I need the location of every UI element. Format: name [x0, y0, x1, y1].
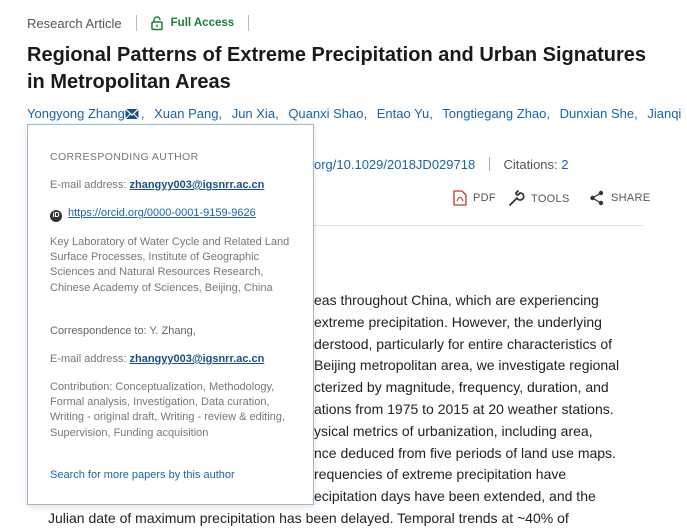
- author-link[interactable]: Xuan Pang,: [154, 106, 223, 121]
- abstract-line: derstood, particularly for entire characteristics of: [314, 335, 613, 352]
- citations-count[interactable]: 2: [561, 157, 569, 172]
- tools-divider: [314, 225, 644, 226]
- doi-citation-line: [314, 157, 569, 172]
- wrench-icon: [507, 190, 525, 208]
- access-badge: Full Access: [170, 17, 235, 29]
- author-list: [27, 106, 682, 124]
- article-type: Research Article: [27, 15, 122, 31]
- abstract-line: ecipitation days have been extended, and the: [314, 488, 596, 505]
- abstract-line: Julian date of maximum precipitation has been delayed. Temporal trends at ~40% of: [48, 509, 569, 526]
- author-link[interactable]: Entao Yu,: [376, 106, 433, 121]
- abstract-line: eas throughout China, which are experiencing: [314, 292, 599, 308]
- email-link-2[interactable]: zhangyy003@igsnrr.ac.cn: [129, 353, 265, 365]
- divider: [136, 15, 137, 31]
- orcid-row: [50, 207, 256, 222]
- email-label: E-mail address:: [50, 353, 127, 365]
- abstract-line: ysical metrics of urbanization, including area,: [314, 422, 593, 439]
- article-title: Regional Patterns of Extreme Precipitation and Urban Signatures in Metropolitan Areas: [27, 44, 647, 93]
- email-row: [50, 179, 264, 191]
- mail-icon[interactable]: [125, 108, 139, 120]
- pdf-label: PDF: [473, 192, 496, 204]
- share-button[interactable]: [589, 190, 650, 206]
- author-info-popup: [27, 124, 314, 505]
- orcid-link[interactable]: https://orcid.org/0000-0001-9159-9626: [68, 207, 256, 219]
- abstract-line: ations from 1975 to 2015 at 20 weather stations.: [314, 400, 614, 417]
- pdf-button[interactable]: [453, 190, 496, 206]
- tools-label: TOOLS: [531, 193, 570, 205]
- divider: [248, 15, 249, 31]
- article-header-line: [27, 14, 249, 32]
- author-link[interactable]: Jianqi: [647, 106, 682, 121]
- email-link[interactable]: zhangyy003@igsnrr.ac.cn: [129, 179, 265, 191]
- share-label: SHARE: [611, 192, 651, 204]
- abstract-line: nce deduced from five periods of land use maps.: [314, 444, 616, 461]
- orcid-icon: iD: [50, 210, 62, 222]
- email-label: E-mail address:: [50, 179, 127, 191]
- abstract-line: requencies of extreme precipitation have: [314, 466, 567, 483]
- abstract-line: cterized by magnitude, frequency, duration, and: [314, 379, 609, 396]
- pdf-icon: [453, 190, 467, 206]
- author-link[interactable]: Tongtiegang Zhao,: [442, 106, 551, 121]
- contribution: Contribution: Conceptualization, Methodology, Formal analysis, Investigation, Data curation, Writing - original draft, Writing - review & editing, Supervision, Funding acquisition: [50, 381, 285, 439]
- doi-link[interactable]: org/10.1029/2018JD029718: [314, 157, 476, 172]
- divider: [489, 157, 490, 171]
- search-more-papers-link[interactable]: Search for more papers by this author: [50, 469, 235, 481]
- author-link[interactable]: Jun Xia,: [231, 106, 279, 121]
- author-link[interactable]: Yongyong Zhang ,: [27, 106, 145, 121]
- author-link[interactable]: Dunxian She,: [559, 106, 638, 121]
- abstract-line: Beijing metropolitan area, we investigate regional: [314, 357, 620, 374]
- unlocked-padlock-icon: [151, 16, 163, 30]
- share-icon: [589, 190, 605, 206]
- affiliation: Key Laboratory of Water Cycle and Related Land Surface Processes, Institute of Geographic Sciences and Natural Resources Research, Chinese Academy of Sciences, Beijing, China: [50, 236, 290, 294]
- author-link[interactable]: Quanxi Shao,: [288, 106, 368, 121]
- correspondence: Correspondence to: Y. Zhang,: [50, 325, 196, 337]
- tools-button[interactable]: [507, 190, 570, 208]
- abstract-line: extreme precipitation. However, the underlying: [314, 313, 602, 330]
- citations-label: Citations:: [503, 157, 558, 172]
- email-row-2: [50, 353, 264, 365]
- popup-heading: CORRESPONDING AUTHOR: [50, 151, 199, 163]
